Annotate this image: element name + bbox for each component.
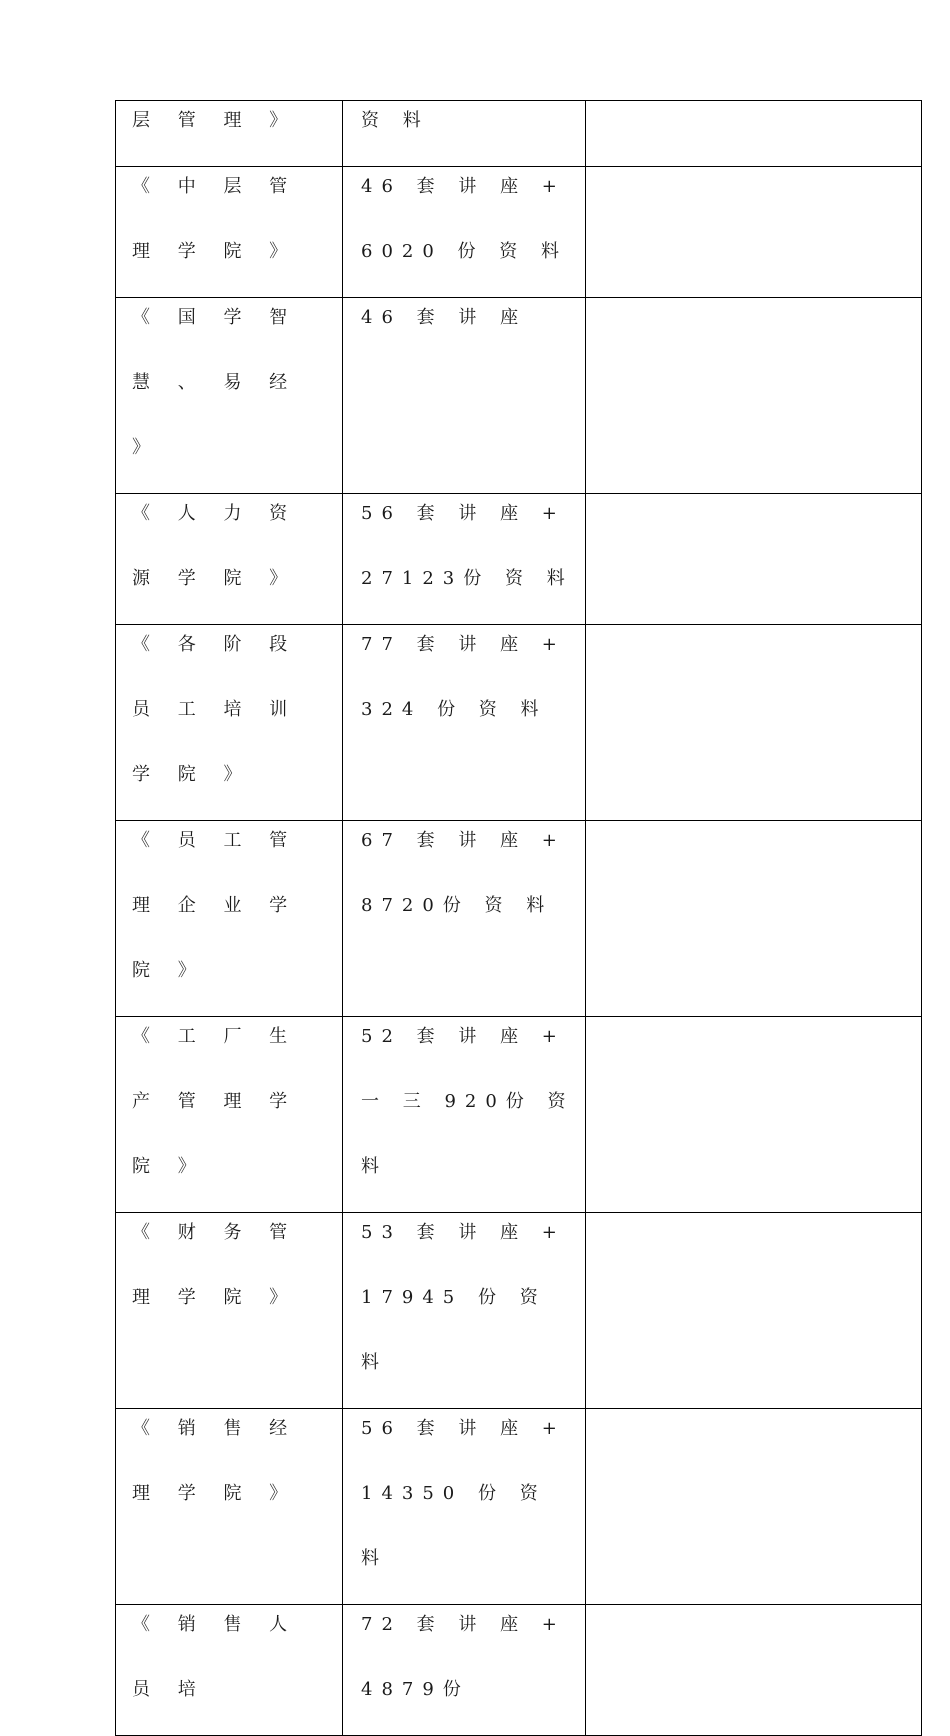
college-name: 《 员 工 管 理 企 业 学 院 》: [132, 830, 299, 981]
course-content-cell: [343, 494, 586, 625]
college-name: 《 国 学 智 慧 、 易 经 》: [132, 307, 299, 458]
table-row: [116, 101, 922, 167]
table-row: [116, 1409, 922, 1605]
course-content: 52 套 讲 座 + 一 三 920份 资 料: [361, 1026, 575, 1177]
course-content: 资 料: [361, 110, 430, 131]
course-content-cell: [343, 1213, 586, 1409]
note-cell: [586, 1409, 922, 1605]
college-name-cell: [116, 1017, 343, 1213]
college-name: 《 销 售 人 员 培: [132, 1614, 299, 1700]
note-cell: [586, 1017, 922, 1213]
note-cell: [586, 1605, 922, 1736]
course-content: 53 套 讲 座 + 17945 份 资 料: [361, 1222, 566, 1373]
course-content: 46 套 讲 座 +6020 份 资 料: [361, 176, 568, 262]
note-cell: [586, 298, 922, 494]
college-name-cell: [116, 167, 343, 298]
table-row: [116, 494, 922, 625]
course-content: 72 套 讲 座 + 4879份: [361, 1614, 566, 1700]
course-content-cell: [343, 1017, 586, 1213]
college-name: 《 各 阶 段 员 工 培 训 学 院 》: [132, 634, 299, 785]
college-name-cell: [116, 821, 343, 1017]
table-row: [116, 1213, 922, 1409]
note-cell: [586, 101, 922, 167]
table-row: [116, 1017, 922, 1213]
college-name-cell: [116, 101, 343, 167]
college-name: 《 中 层 管 理 学 院 》: [132, 176, 299, 262]
course-content-cell: [343, 101, 586, 167]
college-name: 层 管 理 》: [132, 110, 299, 131]
course-table: [115, 100, 922, 1736]
course-content-cell: [343, 625, 586, 821]
course-content: 67 套 讲 座 + 8720份 资 料: [361, 830, 566, 916]
college-name: 《 人 力 资 源 学 院 》: [132, 503, 299, 589]
course-content: 46 套 讲 座: [361, 307, 528, 328]
course-content-cell: [343, 821, 586, 1017]
college-name-cell: [116, 1409, 343, 1605]
course-content: 56 套 讲 座 +27123份 资 料: [361, 503, 574, 589]
course-content-cell: [343, 167, 586, 298]
college-name-cell: [116, 625, 343, 821]
course-content: 77 套 讲 座 + 324 份 资 料: [361, 634, 566, 720]
table-row: [116, 298, 922, 494]
course-content-cell: [343, 1605, 586, 1736]
college-name-cell: [116, 494, 343, 625]
note-cell: [586, 821, 922, 1017]
table-row: [116, 625, 922, 821]
college-name-cell: [116, 1213, 343, 1409]
college-name: 《 财 务 管 理 学 院 》: [132, 1222, 299, 1308]
college-name: 《 工 厂 生 产 管 理 学 院 》: [132, 1026, 299, 1177]
table-row: [116, 821, 922, 1017]
course-content-cell: [343, 298, 586, 494]
note-cell: [586, 1213, 922, 1409]
note-cell: [586, 625, 922, 821]
college-name-cell: [116, 298, 343, 494]
course-content: 56 套 讲 座 + 14350 份 资 料: [361, 1418, 566, 1569]
college-name: 《 销 售 经 理 学 院 》: [132, 1418, 299, 1504]
table-row: [116, 167, 922, 298]
note-cell: [586, 494, 922, 625]
course-content-cell: [343, 1409, 586, 1605]
note-cell: [586, 167, 922, 298]
table-row: [116, 1605, 922, 1736]
college-name-cell: [116, 1605, 343, 1736]
